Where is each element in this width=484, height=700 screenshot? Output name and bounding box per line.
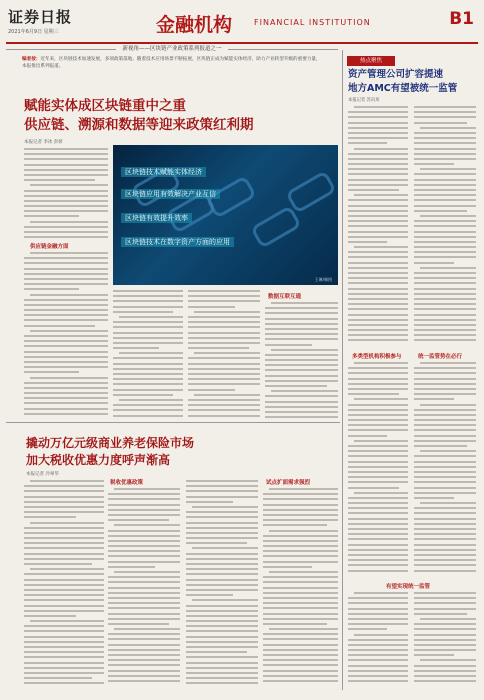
editor-note-text: 近年来，区块链技术加速发展，多项政策落地。随着技术应用场景不断拓展，区块链正成为赋能实体经济、助力产业转型升级的重要力量，本报推出系列报道。 — [22, 57, 321, 69]
newspaper-logo: 证券日报 — [8, 8, 73, 26]
main-article-column-4 — [265, 302, 338, 418]
main-article-column-3 — [188, 290, 260, 418]
sidebar-column-1 — [348, 106, 408, 346]
chain-link-icon — [250, 205, 302, 249]
issue-date: 2021年6月9日 星期三 — [8, 29, 59, 35]
sidebar-subtitle-3: 有望实现统一监管 — [386, 584, 431, 590]
sidebar-column-6 — [414, 592, 476, 686]
main-article-column-2 — [113, 290, 183, 418]
second-subtitle-2: 试点扩面需求强烈 — [266, 480, 311, 486]
photo-credit: 王琳/制图 — [314, 277, 332, 282]
sidebar-subtitle-2: 统一监管势在必行 — [418, 354, 463, 360]
second-headline-line-1: 撬动万亿元级商业养老保险市场 — [26, 436, 195, 450]
section-divider — [6, 422, 340, 423]
main-headline-line-2: 供应链、溯源和数据等迎来政策红利期 — [24, 117, 254, 133]
editor-note-tag: 编者按： — [22, 57, 41, 62]
hot-topic-tag: 热点聚焦 — [347, 56, 395, 66]
second-article-column-2 — [108, 488, 180, 685]
sidebar-column-5 — [348, 592, 408, 686]
second-byline: 本报记者 冷翠华 — [26, 472, 59, 477]
photo-caption-2: 区块链应用有效解决产业互信 — [121, 189, 220, 199]
main-headline-line-1: 赋能实体成区块链重中之重 — [24, 98, 186, 114]
sidebar-column-3 — [348, 362, 408, 577]
photo-caption-4: 区块链技术在数字资产方面的应用 — [121, 237, 234, 247]
column-divider — [342, 50, 343, 690]
masthead — [6, 4, 478, 44]
sidebar-column-4 — [414, 362, 476, 577]
photo-caption-1: 区块链技术赋能实体经济 — [121, 167, 206, 177]
editor-note — [22, 56, 322, 70]
second-headline — [26, 435, 336, 469]
second-headline-line-2: 加大税收优惠力度呼声渐高 — [26, 453, 171, 467]
chain-link-icon — [285, 170, 337, 214]
sidebar-headline — [348, 68, 478, 96]
section-title: 金融机构 — [156, 14, 233, 36]
main-headline — [24, 97, 338, 135]
second-article-column-4 — [263, 488, 338, 685]
main-byline: 本报记者 李冰 彭妍 — [24, 140, 63, 145]
sidebar-column-2 — [414, 106, 476, 346]
section-title-en: FINANCIAL INSTITUTION — [254, 18, 371, 27]
main-subtitle-1: 供应链金融方面 — [30, 244, 69, 250]
main-subtitle-2: 数据互联互通 — [268, 294, 302, 300]
photo-caption-3: 区块链有效提升效率 — [121, 213, 192, 223]
page-number: B1 — [449, 9, 474, 29]
sidebar-subtitle-1: 多类型机构积极参与 — [352, 354, 402, 360]
series-label: 新视角——区块链产业政策系列报道之一 — [6, 44, 338, 54]
blockchain-illustration — [113, 145, 338, 285]
sidebar-byline: 本报记者 苏向杲 — [348, 98, 380, 103]
sidebar-headline-line-1: 资产管理公司扩容提速 — [348, 69, 444, 80]
sidebar-headline-line-2: 地方AMC有望被统一监管 — [348, 83, 458, 94]
second-article-column-3 — [186, 480, 258, 685]
second-subtitle-1: 税收优惠政策 — [110, 480, 144, 486]
main-article-column-1a — [24, 148, 108, 238]
main-article-column-1b — [24, 252, 108, 418]
second-article-column-1 — [24, 480, 104, 685]
